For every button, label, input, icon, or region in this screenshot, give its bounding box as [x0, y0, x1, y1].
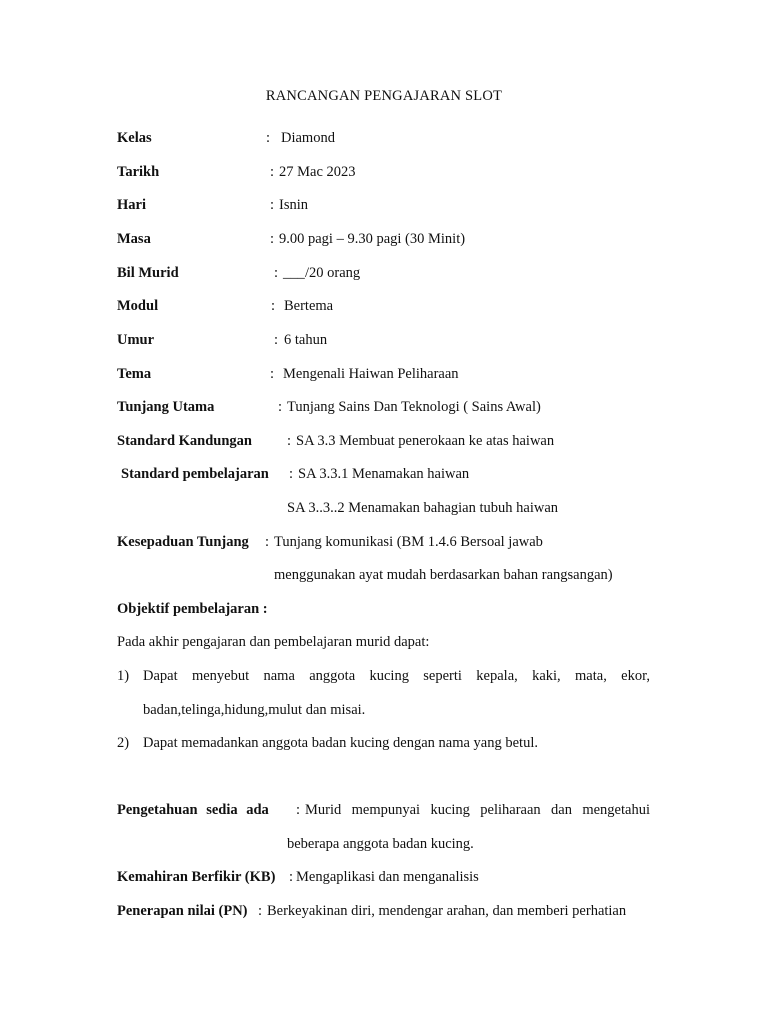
- standard-pembelajaran-separator: :: [289, 466, 294, 482]
- hari-value: Isnin: [279, 197, 308, 213]
- pengetahuan-value: Murid mempunyai kucing peliharaan dan mengetahui: [305, 802, 650, 818]
- bil-murid-value: /20 orang: [305, 265, 361, 281]
- kemahiran-value: Mengaplikasi dan menganalisis: [296, 869, 479, 885]
- objektif-item-2-number: 2): [117, 735, 130, 751]
- tema-label: Tema: [117, 366, 152, 382]
- pengetahuan-label: Pengetahuan sedia ada: [117, 802, 269, 818]
- modul-label: Modul: [117, 298, 159, 314]
- standard-pembelajaran-label: Standard pembelajaran: [121, 466, 269, 482]
- penerapan-separator: :: [258, 903, 263, 919]
- tunjang-utama-value: Tunjang Sains Dan Teknologi ( Sains Awal): [287, 399, 541, 415]
- kelas-separator: :: [266, 130, 271, 146]
- masa-separator: :: [270, 231, 275, 247]
- document-title: RANCANGAN PENGAJARAN SLOT: [265, 88, 503, 104]
- kelas-label: Kelas: [117, 130, 152, 146]
- tarikh-value: 27 Mac 2023: [279, 164, 356, 180]
- umur-separator: :: [274, 332, 279, 348]
- kesepaduan-tunjang-value: Tunjang komunikasi (BM 1.4.6 Bersoal jawab: [274, 534, 543, 550]
- kemahiran-label: Kemahiran Berfikir (KB): [117, 869, 276, 885]
- objektif-item-2-line-1: Dapat memadankan anggota badan kucing dengan nama yang betul.: [143, 735, 538, 751]
- penerapan-label: Penerapan nilai (PN): [117, 903, 248, 919]
- objektif-item-1-number: 1): [117, 668, 130, 684]
- objektif-item-1-line-2: badan,telinga,hidung,mulut dan misai.: [143, 702, 366, 718]
- objektif-intro: Pada akhir pengajaran dan pembelajaran murid dapat:: [117, 634, 430, 650]
- umur-value: 6 tahun: [284, 332, 328, 348]
- standard-kandungan-value: SA 3.3 Membuat penerokaan ke atas haiwan: [296, 433, 555, 449]
- masa-value: 9.00 pagi – 9.30 pagi (30 Minit): [279, 231, 466, 247]
- tema-value: Mengenali Haiwan Peliharaan: [283, 366, 459, 382]
- standard-kandungan-separator: :: [287, 433, 292, 449]
- pengetahuan-value-2: beberapa anggota badan kucing.: [287, 836, 474, 852]
- modul-separator: :: [271, 298, 276, 314]
- standard-pembelajaran-value: SA 3.3.1 Menamakan haiwan: [298, 466, 470, 482]
- umur-label: Umur: [117, 332, 155, 348]
- tarikh-label: Tarikh: [117, 164, 160, 180]
- standard-kandungan-label: Standard Kandungan: [117, 433, 252, 449]
- masa-label: Masa: [117, 231, 151, 247]
- hari-separator: :: [270, 197, 275, 213]
- hari-label: Hari: [117, 197, 146, 213]
- objektif-heading: Objektif pembelajaran :: [117, 601, 268, 617]
- pengetahuan-separator: :: [296, 802, 301, 818]
- tarikh-separator: :: [270, 164, 275, 180]
- bil-murid-separator: :: [274, 265, 279, 281]
- kesepaduan-tunjang-label: Kesepaduan Tunjang: [117, 534, 249, 550]
- penerapan-value: Berkeyakinan diri, mendengar arahan, dan memberi perhatian: [267, 903, 627, 919]
- modul-value: Bertema: [284, 298, 334, 314]
- objektif-item-1-line-1: Dapat menyebut nama anggota kucing seperti kepala, kaki, mata, ekor,: [143, 668, 650, 684]
- bil-murid-blank: ___: [283, 265, 305, 281]
- kesepaduan-tunjang-separator: :: [265, 534, 270, 550]
- standard-pembelajaran-value-2: SA 3..3..2 Menamakan bahagian tubuh haiwan: [287, 500, 559, 516]
- bil-murid-label: Bil Murid: [117, 265, 179, 281]
- kesepaduan-tunjang-value-2: menggunakan ayat mudah berdasarkan bahan rangsangan): [274, 567, 613, 583]
- kelas-value: Diamond: [281, 130, 335, 146]
- kemahiran-separator: :: [289, 869, 294, 885]
- tema-separator: :: [270, 366, 275, 382]
- tunjang-utama-label: Tunjang Utama: [117, 399, 215, 415]
- tunjang-utama-separator: :: [278, 399, 283, 415]
